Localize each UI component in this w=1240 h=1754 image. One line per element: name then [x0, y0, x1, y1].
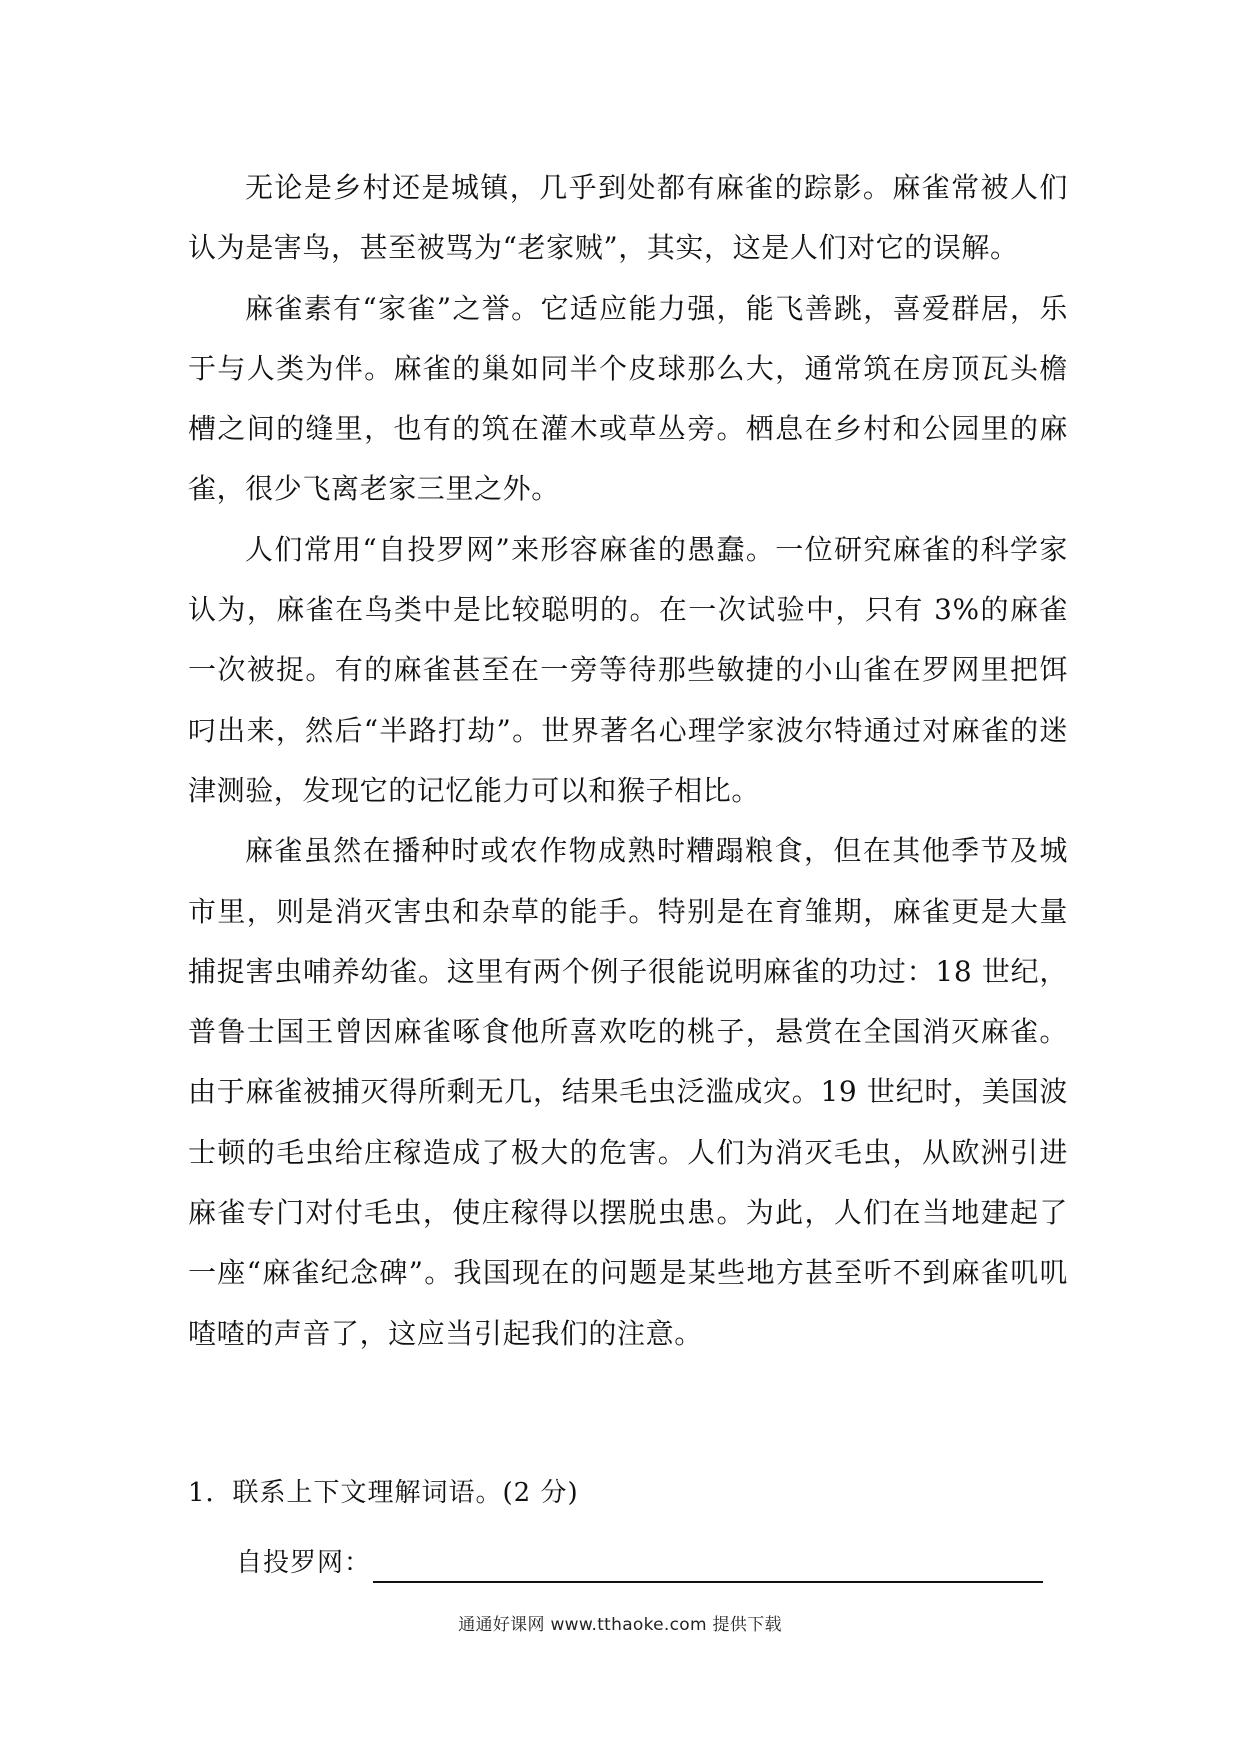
- answer-row: [236, 1543, 1088, 1583]
- question-title: 1．联系上下文理解词语。(2 分): [188, 1478, 579, 1508]
- question-1: [188, 1473, 1088, 1583]
- paragraph-1: 无论是乡村还是城镇，几乎到处都有麻雀的踪影。麻雀常被人们认为是害鸟，甚至被骂为“老家贼”，其实，这是人们对它的误解。: [188, 171, 1068, 265]
- term-label: 自投罗网：: [236, 1548, 372, 1578]
- page-footer: 通通好课网 www.tthaoke.com 提供下载: [458, 1615, 782, 1635]
- paragraph-3: 人们常用“自投罗网”来形容麻雀的愚蠢。一位研究麻雀的科学家认为，麻雀在鸟类中是比较聪明的。在一次试验中，只有 3%的麻雀一次被捉。有的麻雀甚至在一旁等待那些敏捷的小山雀在罗网里把饵叼出来，然后“半路打劫”。世界著名心理学家波尔特通过对麻雀的迷津测验，发现它的记忆能力可以和猴子相比。: [188, 532, 1068, 807]
- paragraph-4: 麻雀虽然在播种时或农作物成熟时糟蹋粮食，但在其他季节及城市里，则是消灭害虫和杂草的能手。特别是在育雏期，麻雀更是大量捕捉害虫哺养幼雀。这里有两个例子很能说明麻雀的功过：18 世纪，普鲁士国王曾因麻雀啄食他所喜欢吃的桃子，悬赏在全国消灭麻雀。由于麻雀被捕灭得所剩无几，结果毛虫泛滥成灾。19 世纪时，美国波士顿的毛虫给庄稼造成了极大的危害。人们为消灭毛虫，从欧洲引进麻雀专门对付毛虫，使庄稼得以摆脱虫患。为此，人们在当地建起了一座“麻雀纪念碑”。我国现在的问题是某些地方甚至听不到麻雀叽叽喳喳的声音了，这应当引起我们的注意。: [188, 834, 1068, 1350]
- answer-blank[interactable]: [373, 1551, 1043, 1583]
- article-body: [188, 158, 1068, 1364]
- paragraph-2: 麻雀素有“家雀”之誉。它适应能力强，能飞善跳，喜爱群居，乐于与人类为伴。麻雀的巢如同半个皮球那么大，通常筑在房顶瓦头檐槽之间的缝里，也有的筑在灌木或草丛旁。栖息在乡村和公园里的麻雀，很少飞离老家三里之外。: [188, 291, 1068, 506]
